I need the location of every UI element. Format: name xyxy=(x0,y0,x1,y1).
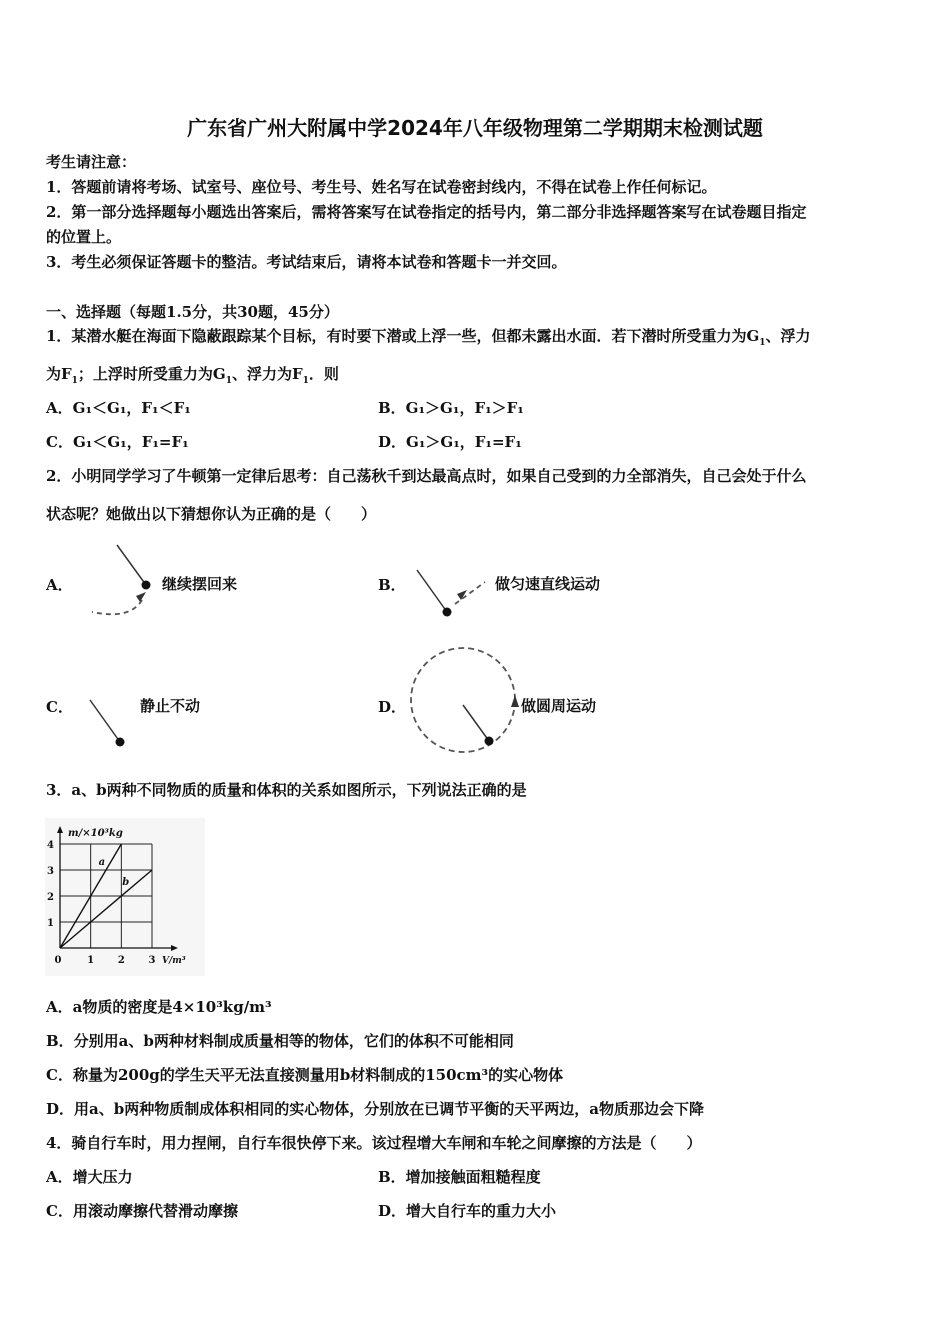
q1-option-a: A．G₁＜G₁，F₁＜F₁ xyxy=(46,399,191,417)
q2-option-a-letter: A． xyxy=(46,576,73,594)
q3-stem: 3．a、b两种不同物质的质量和体积的关系如图所示，下列说法正确的是 xyxy=(46,781,527,799)
notice-item-2: 2．第一部分选择题每小题选出答案后，需将答案写在试卷指定的括号内，第二部分非选择题答案写在试卷题目指定 xyxy=(46,203,807,221)
notice-item-3: 3．考生必须保证答题卡的整洁。考试结束后，请将本试卷和答题卡一并交回。 xyxy=(46,253,567,271)
mass-volume-chart xyxy=(45,818,205,976)
q1-option-b: B．G₁＞G₁，F₁＞F₁ xyxy=(378,399,524,417)
y-tick-label: 3 xyxy=(47,866,54,877)
q4-stem: 4．骑自行车时，用力捏闸，自行车很快停下来。该过程增大车闸和车轮之间摩擦的方法是（ ） xyxy=(46,1134,702,1152)
q2-stem-line2: 状态呢？她做出以下猜想你认为正确的是（ ） xyxy=(46,505,377,523)
x-tick-label: 1 xyxy=(87,955,95,966)
q1-option-c: C．G₁＜G₁，F₁=F₁ xyxy=(46,433,189,451)
y-tick-label: 1 xyxy=(47,918,54,929)
q2-option-a-text: 继续摆回来 xyxy=(162,575,238,593)
pendulum-circular-figure xyxy=(405,645,525,757)
q1-stem-line2: 为$F_1$；上浮时所受重力为$G_1$、浮力为$F_1$．则 xyxy=(46,365,339,386)
q2-stem-line1: 2．小明同学学习了牛顿第一定律后思考：自己荡秋千到达最高点时，如果自己受到的力全部消失，自己会处于什么 xyxy=(46,467,807,485)
pendulum-straight-line-figure xyxy=(405,560,495,620)
notice-item-1: 1．答题前请将考场、试室号、座位号、考生号、姓名写在试卷密封线内，不得在试卷上作任何标记。 xyxy=(46,178,717,196)
q4-option-b: B．增加接触面粗糙程度 xyxy=(378,1168,541,1186)
y-tick-label: 4 xyxy=(47,840,54,851)
x-axis-label: V/m³ xyxy=(162,956,186,966)
q4-option-a: A．增大压力 xyxy=(46,1168,133,1186)
notice-item-2-cont: 的位置上。 xyxy=(46,228,122,246)
series-label-b: b xyxy=(122,877,130,889)
exam-title: 广东省广州大附属中学2024年八年级物理第二学期期末检测试题 xyxy=(187,116,763,140)
x-tick-label: 0 xyxy=(54,955,62,966)
y-tick-label: 2 xyxy=(47,892,54,903)
q3-option-b: B．分别用a、b两种材料制成质量相等的物体，它们的体积不可能相同 xyxy=(46,1032,514,1050)
q1-stem-line1: 1．某潜水艇在海面下隐蔽跟踪某个目标，有时要下潜或上浮一些，但都未露出水面．若下潜时所受重力为$G_1$、浮力 xyxy=(46,327,811,348)
q3-option-a: A．a物质的密度是4×10³kg/m³ xyxy=(46,998,272,1016)
q4-option-c: C．用滚动摩擦代替滑动摩擦 xyxy=(46,1202,238,1220)
q2-option-b-letter: B． xyxy=(378,576,406,594)
q3-option-d: D．用a、b两种物质制成体积相同的实心物体，分别放在已调节平衡的天平两边，a物质那边会下降 xyxy=(46,1100,704,1118)
notice-heading: 考生请注意： xyxy=(46,153,137,171)
q4-option-d: D．增大自行车的重力大小 xyxy=(378,1202,557,1220)
q3-option-c: C．称量为200g的学生天平无法直接测量用b材料制成的150cm³的实心物体 xyxy=(46,1066,564,1084)
section-heading: 一、选择题（每题1.5分，共30题，45分） xyxy=(46,303,339,321)
q1-option-d: D．G₁＞G₁，F₁=F₁ xyxy=(378,433,522,451)
x-tick-label: 3 xyxy=(148,955,156,966)
y-axis-label: m/×10³kg xyxy=(68,828,123,839)
q2-option-c-text: 静止不动 xyxy=(140,697,201,715)
series-label-a: a xyxy=(98,856,106,868)
q2-option-b-text: 做匀速直线运动 xyxy=(495,575,601,593)
pendulum-swing-back-figure xyxy=(80,540,170,630)
x-tick-label: 2 xyxy=(117,955,125,966)
q2-option-c-letter: C． xyxy=(46,698,73,716)
q2-option-d-text: 做圆周运动 xyxy=(521,697,597,715)
q2-option-d-letter: D． xyxy=(378,698,407,716)
pendulum-at-rest-figure xyxy=(85,695,135,750)
